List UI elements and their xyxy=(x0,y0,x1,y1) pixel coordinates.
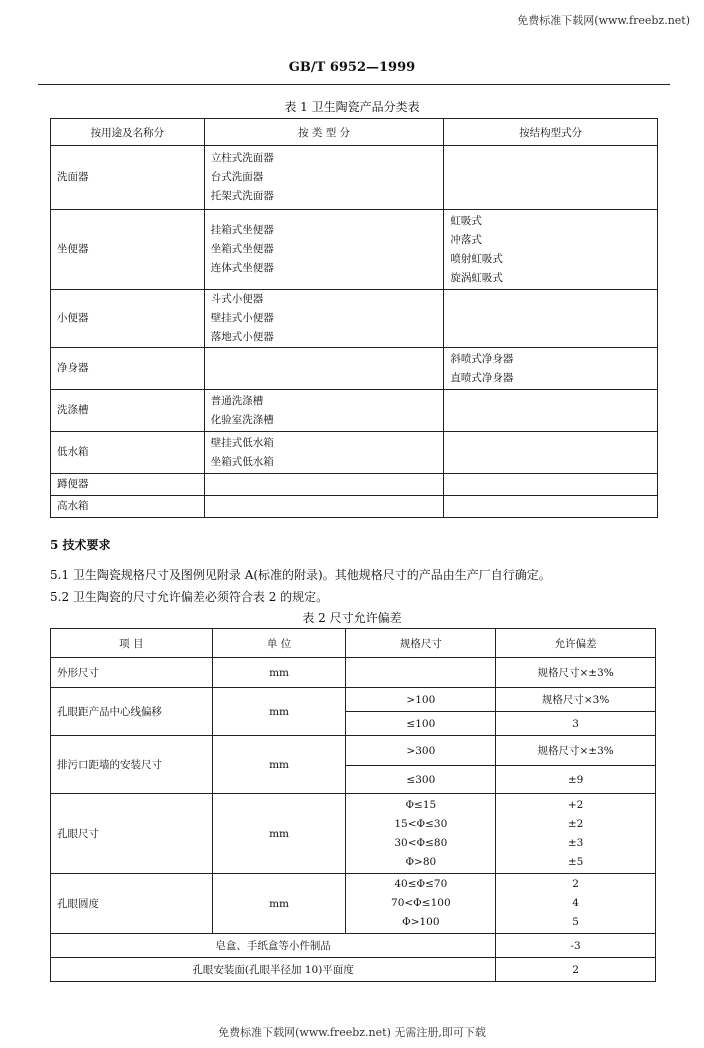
table1-name: 蹲便器 xyxy=(51,474,205,496)
section-heading: 5 技术要求 xyxy=(50,538,111,552)
table2-spec xyxy=(346,658,496,688)
table2-spec: ≤100 xyxy=(346,712,496,736)
table1-structures: 虹吸式 冲落式 喷射虹吸式 旋涡虹吸式 xyxy=(444,210,658,290)
table2-tolerance: -3 xyxy=(496,934,656,958)
table2-tolerance: 3 xyxy=(496,712,656,736)
table2-tolerance: 规格尺寸×±3% xyxy=(496,658,656,688)
paragraph-5-1: 5.1 卫生陶瓷规格尺寸及图例见附录 A(标准的附录)。其他规格尺寸的产品由生产厂自行确定。 xyxy=(50,568,551,582)
table1-types: 斗式小便器 壁挂式小便器 落地式小便器 xyxy=(204,290,444,348)
table1-structures: 斜喷式净身器 直喷式净身器 xyxy=(444,348,658,390)
table1-types: 立柱式洗面器 台式洗面器 托架式洗面器 xyxy=(204,146,444,210)
table2-unit: mm xyxy=(212,688,346,736)
watermark-top: 免费标准下载网(www.freebz.net) xyxy=(517,14,690,27)
watermark-bottom: 免费标准下载网(www.freebz.net) 无需注册,即可下载 xyxy=(218,1026,486,1039)
table2-header: 允许偏差 xyxy=(496,629,656,658)
table2-tolerance: +2 ±2 ±3 ±5 xyxy=(496,794,656,874)
table1-types: 普通洗涤槽 化验室洗涤槽 xyxy=(204,390,444,432)
header-rule xyxy=(38,84,670,85)
paragraph-5-2: 5.2 卫生陶瓷的尺寸允许偏差必须符合表 2 的规定。 xyxy=(50,590,329,604)
table2-unit: mm xyxy=(212,794,346,874)
table1 xyxy=(50,118,658,518)
table2-spec: 40≤Φ≤70 70<Φ≤100 Φ>100 xyxy=(346,874,496,934)
table2-header: 单 位 xyxy=(212,629,346,658)
table2-title: 表 2 尺寸允许偏差 xyxy=(302,611,402,625)
table2-unit: mm xyxy=(212,658,346,688)
table1-name: 坐便器 xyxy=(51,210,205,290)
table2-tolerance: 2 xyxy=(496,958,656,982)
table1-types: 壁挂式低水箱 坐箱式低水箱 xyxy=(204,432,444,474)
table2-item: 皂盒、手纸盒等小件制品 xyxy=(51,934,496,958)
table1-name: 净身器 xyxy=(51,348,205,390)
standard-number: GB/T 6952—1999 xyxy=(288,60,416,75)
table2-spec: >300 xyxy=(346,736,496,766)
table2-unit: mm xyxy=(212,736,346,794)
table2 xyxy=(50,628,656,982)
table2-item: 孔眼圆度 xyxy=(51,874,213,934)
table2-unit: mm xyxy=(212,874,346,934)
table2-spec: ≤300 xyxy=(346,766,496,794)
table2-spec: Φ≤15 15<Φ≤30 30<Φ≤80 Φ>80 xyxy=(346,794,496,874)
table2-tolerance: 2 4 5 xyxy=(496,874,656,934)
table2-header: 规格尺寸 xyxy=(346,629,496,658)
table1-name: 洗涤槽 xyxy=(51,390,205,432)
table2-item: 排污口距墙的安装尺寸 xyxy=(51,736,213,794)
table1-name: 小便器 xyxy=(51,290,205,348)
table2-item: 孔眼安装面(孔眼半径加 10)平面度 xyxy=(51,958,496,982)
table2-header: 项 目 xyxy=(51,629,213,658)
table1-header: 按结构型式分 xyxy=(444,119,658,146)
table1-name: 低水箱 xyxy=(51,432,205,474)
table2-item: 外形尺寸 xyxy=(51,658,213,688)
table2-tolerance: 规格尺寸×3% xyxy=(496,688,656,712)
table1-name: 高水箱 xyxy=(51,496,205,518)
table2-tolerance: 规格尺寸×±3% xyxy=(496,736,656,766)
table1-types: 挂箱式坐便器 坐箱式坐便器 连体式坐便器 xyxy=(204,210,444,290)
table2-item: 孔眼尺寸 xyxy=(51,794,213,874)
table1-title: 表 1 卫生陶瓷产品分类表 xyxy=(284,100,420,114)
table2-item: 孔眼距产品中心线偏移 xyxy=(51,688,213,736)
table2-spec: >100 xyxy=(346,688,496,712)
table1-header: 按用途及名称分 xyxy=(51,119,205,146)
table2-tolerance: ±9 xyxy=(496,766,656,794)
table1-header: 按 类 型 分 xyxy=(204,119,444,146)
table1-name: 洗面器 xyxy=(51,146,205,210)
